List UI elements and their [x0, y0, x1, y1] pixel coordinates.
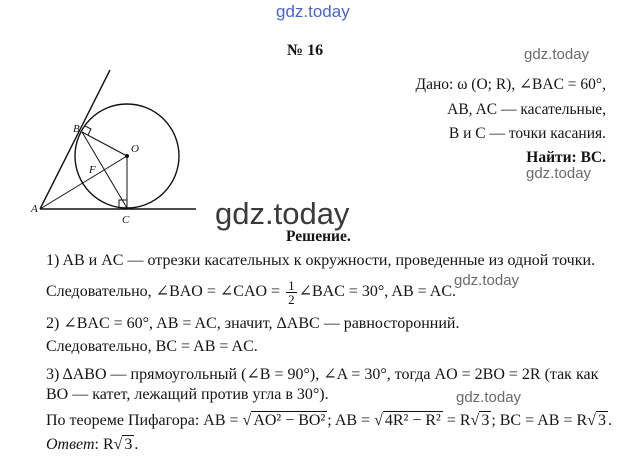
given-line-3: B и C — точки касания.	[448, 125, 606, 142]
watermark-bottom-right: gdz.today	[456, 389, 522, 406]
solution-line-2-end: ∠BAC = 30°, AB = AC.	[298, 283, 457, 301]
watermark-mid: gdz.today	[454, 272, 520, 289]
fraction-one-half	[286, 279, 297, 306]
solution-line-4: Следовательно, BC = AB = AC.	[46, 338, 258, 355]
solution-line-2-start: Следовательно, ∠BAO = ∠CAO =	[46, 283, 285, 301]
solution-line-2	[46, 279, 456, 306]
label-f: F	[89, 164, 96, 176]
given-line-2: AB, AC — касательные,	[447, 101, 606, 118]
given-line-1: Дано: ω (O; R), ∠BAC = 60°,	[415, 76, 606, 93]
answer-sqrt: 3	[124, 436, 133, 453]
answer-label: Ответ	[46, 436, 95, 453]
fraction-numerator: 1	[288, 278, 295, 293]
pythagoras-bc: ; BC = AB = R	[491, 412, 588, 429]
answer-end: .	[134, 436, 139, 453]
given-find: Найти: BC.	[526, 149, 606, 166]
solution-line-7: По теореме Пифагора: AB = √ AO² − BO² ; AB = √ 4R² − R² = R√ 3 ; BC = AB = R√ 3 .	[46, 412, 612, 429]
sqrt-ao-bo: AO² − BO²	[253, 412, 326, 429]
problem-number: № 16	[287, 42, 324, 59]
watermark-right-1: gdz.today	[524, 46, 590, 63]
sqrt-three-1: 3	[481, 412, 490, 429]
sqrt-4r-r: 4R² − R²	[384, 412, 441, 429]
geometry-diagram	[30, 60, 200, 230]
answer-line: Ответ: R√ 3 .	[46, 436, 139, 453]
label-c: C	[122, 214, 130, 226]
point-o	[125, 154, 129, 158]
solution-line-3: 2) ∠BAC = 60°, AB = AC, значит, ΔABC — равносторонний.	[46, 315, 460, 332]
watermark-right-2: gdz.today	[526, 165, 592, 182]
solution-heading: Решение.	[286, 228, 351, 245]
label-b: B	[73, 123, 80, 135]
sqrt-three-2: 3	[597, 412, 606, 429]
pythagoras-end: .	[607, 412, 612, 429]
answer-value: : R	[94, 436, 114, 453]
solution-line-6: BO — катет, лежащий против угла в 30°).	[46, 386, 329, 403]
watermark-center: gdz.today	[215, 196, 350, 231]
label-a: A	[31, 203, 38, 215]
pythagoras-eq: = R	[442, 412, 471, 429]
solution-line-5: 3) ΔABO — прямоугольный (∠B = 90°), ∠A = 30°, тогда AO = 2BO = 2R (так как	[46, 366, 599, 383]
watermark-top: gdz.today	[276, 2, 350, 21]
pythagoras-mid: ; AB =	[327, 412, 375, 429]
pythagoras-intro: По теореме Пифагора: AB =	[46, 412, 243, 429]
fraction-denominator: 2	[288, 292, 295, 307]
label-o: O	[131, 143, 139, 155]
solution-line-1: 1) AB и AC — отрезки касательных к окружности, проведенные из одной точки.	[46, 252, 596, 269]
